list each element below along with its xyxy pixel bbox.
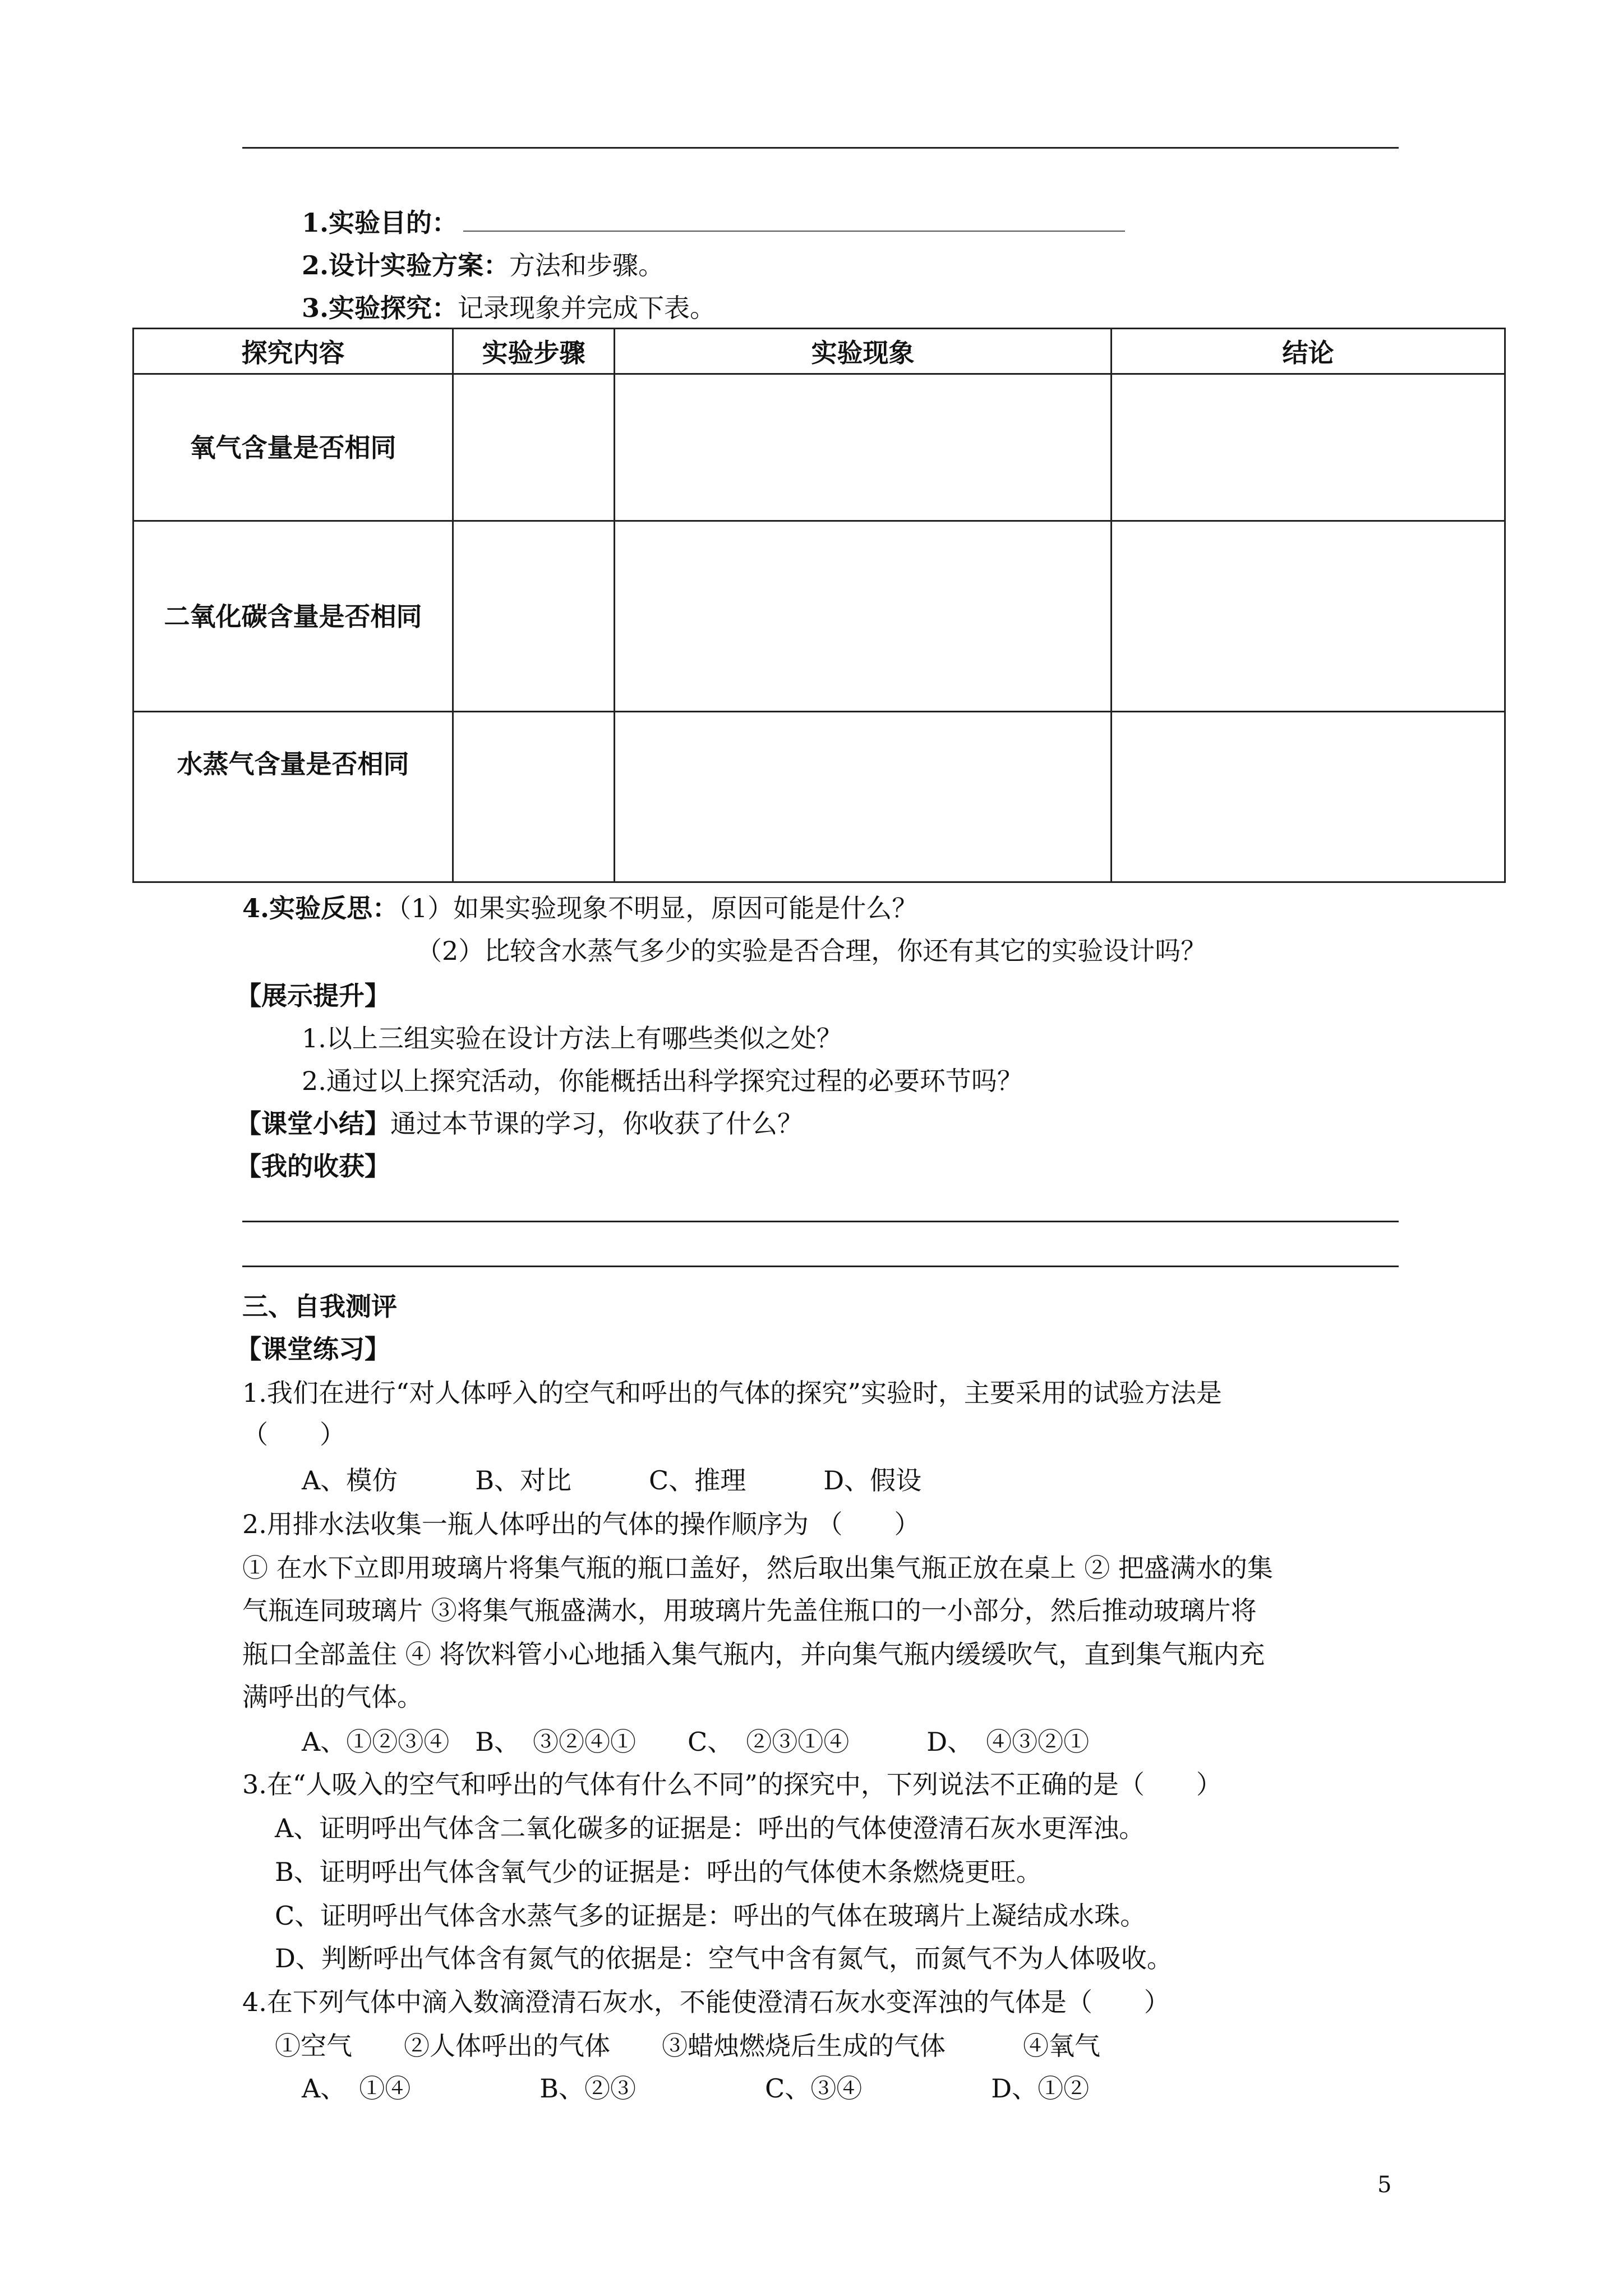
question-3-option-b: B、证明呼出气体含氧气少的证据是：呼出的气体使木条燃烧更旺。 <box>275 1857 1042 1887</box>
question-2-line-1: 2.用排水法收集一瓶人体呼出的气体的操作顺序为 （ ） <box>242 1509 920 1539</box>
phenomenon-cell[interactable] <box>615 374 1112 521</box>
display-q2: 2.通过以上探究活动，你能概括出科学探究过程的必要环节吗？ <box>302 1066 1023 1096</box>
phenomenon-cell[interactable] <box>615 712 1112 882</box>
practice-heading: 【课堂练习】 <box>236 1334 390 1364</box>
self-test-heading: 三、自我测评 <box>242 1291 397 1322</box>
question-2-line-3: 气瓶连同玻璃片 ③将集气瓶盛满水，用玻璃片先盖住瓶口的一小部分，然后推动玻璃片将 <box>242 1595 1257 1626</box>
header-topic: 探究内容 <box>133 329 453 374</box>
experiment-table <box>132 328 1506 883</box>
table-header-row <box>133 329 1505 374</box>
question-3-option-c: C、证明呼出气体含水蒸气多的证据是：呼出的气体在玻璃片上凝结成水珠。 <box>275 1901 1146 1931</box>
conclusion-cell[interactable] <box>1112 712 1505 882</box>
topic-cell: 二氧化碳含量是否相同 <box>133 521 453 712</box>
answer-line[interactable] <box>242 1266 1399 1267</box>
page-number: 5 <box>1377 2172 1392 2198</box>
item-3-text: 记录现象并完成下表。 <box>458 293 716 323</box>
question-3-option-a: A、证明呼出气体含二氧化碳多的证据是：呼出的气体使澄清石灰水更浑浊。 <box>275 1813 1145 1843</box>
item-2 <box>302 248 664 283</box>
question-4-items: ①空气 ②人体呼出的气体 ③蜡烛燃烧后生成的气体 ④氧气 <box>275 2031 1100 2061</box>
question-2-line-5: 满呼出的气体。 <box>242 1682 423 1712</box>
topic-cell: 水蒸气含量是否相同 <box>133 712 453 882</box>
conclusion-cell[interactable] <box>1112 521 1505 712</box>
table-row <box>133 521 1505 712</box>
item-3-label: 3.实验探究： <box>302 293 458 323</box>
steps-cell[interactable] <box>453 374 615 521</box>
item-3 <box>302 291 716 325</box>
display-heading: 【展示提升】 <box>236 981 390 1011</box>
reflection-q1-text: （1）如果实验现象不明显，原因可能是什么？ <box>398 893 918 923</box>
header-conclusion: 结论 <box>1112 329 1505 374</box>
conclusion-cell[interactable] <box>1112 374 1505 521</box>
header-phenomenon: 实验现象 <box>615 329 1112 374</box>
reflection-label: 4.实验反思： <box>242 893 399 923</box>
question-4-options: A、 ①④ B、②③ C、③④ D、①② <box>302 2073 1090 2104</box>
question-1-line-2: （ ） <box>242 1419 345 1450</box>
item-2-text: 方法和步骤。 <box>509 250 665 280</box>
summary-heading: 【课堂小结】 <box>236 1108 390 1139</box>
summary <box>236 1106 803 1141</box>
question-2-line-4: 瓶口全部盖住 ④ 将饮料管小心地插入集气瓶内，并向集气瓶内缓缓吹气，直到集气瓶内充 <box>242 1639 1265 1669</box>
item-1 <box>302 205 1125 240</box>
summary-text: 通过本节课的学习，你收获了什么？ <box>390 1108 803 1139</box>
display-q1: 1.以上三组实验在设计方法上有哪些类似之处？ <box>302 1023 842 1053</box>
gain-heading: 【我的收获】 <box>236 1151 390 1181</box>
question-3-line-1: 3.在“人吸入的空气和呼出的气体有什么不同”的探究中，下列说法不正确的是（ ） <box>242 1769 1222 1800</box>
header-steps: 实验步骤 <box>453 329 615 374</box>
table-row <box>133 374 1505 521</box>
item-1-label: 1.实验目的： <box>302 208 458 238</box>
reflection-q2: （2）比较含水蒸气多少的实验是否合理，你还有其它的实验设计吗？ <box>416 936 1207 966</box>
question-2-options: A、①②③④ B、 ③②④① C、 ②③①④ D、 ④③②① <box>302 1727 1090 1757</box>
reflection-q1 <box>242 891 917 926</box>
table-row <box>133 712 1505 882</box>
header-rule <box>242 147 1399 149</box>
steps-cell[interactable] <box>453 712 615 882</box>
item-2-label: 2.设计实验方案： <box>302 250 510 280</box>
question-2-line-2: ① 在水下立即用玻璃片将集气瓶的瓶口盖好，然后取出集气瓶正放在桌上 ② 把盛满水的集 <box>242 1553 1273 1583</box>
question-3-option-d: D、判断呼出气体含有氮气的依据是：空气中含有氮气，而氮气不为人体吸收。 <box>275 1943 1173 1973</box>
phenomenon-cell[interactable] <box>615 521 1112 712</box>
question-4-line-1: 4.在下列气体中滴入数滴澄清石灰水，不能使澄清石灰水变浑浊的气体是（ ） <box>242 1987 1170 2017</box>
question-1-options: A、模仿 B、对比 C、推理 D、假设 <box>302 1465 922 1496</box>
answer-line[interactable] <box>242 1221 1399 1222</box>
question-1-line-1: 1.我们在进行“对人体呼入的空气和呼出的气体的探究”实验时，主要采用的试验方法是 <box>242 1378 1222 1408</box>
topic-cell: 氧气含量是否相同 <box>133 374 453 521</box>
answer-blank[interactable] <box>463 231 1125 232</box>
steps-cell[interactable] <box>453 521 615 712</box>
